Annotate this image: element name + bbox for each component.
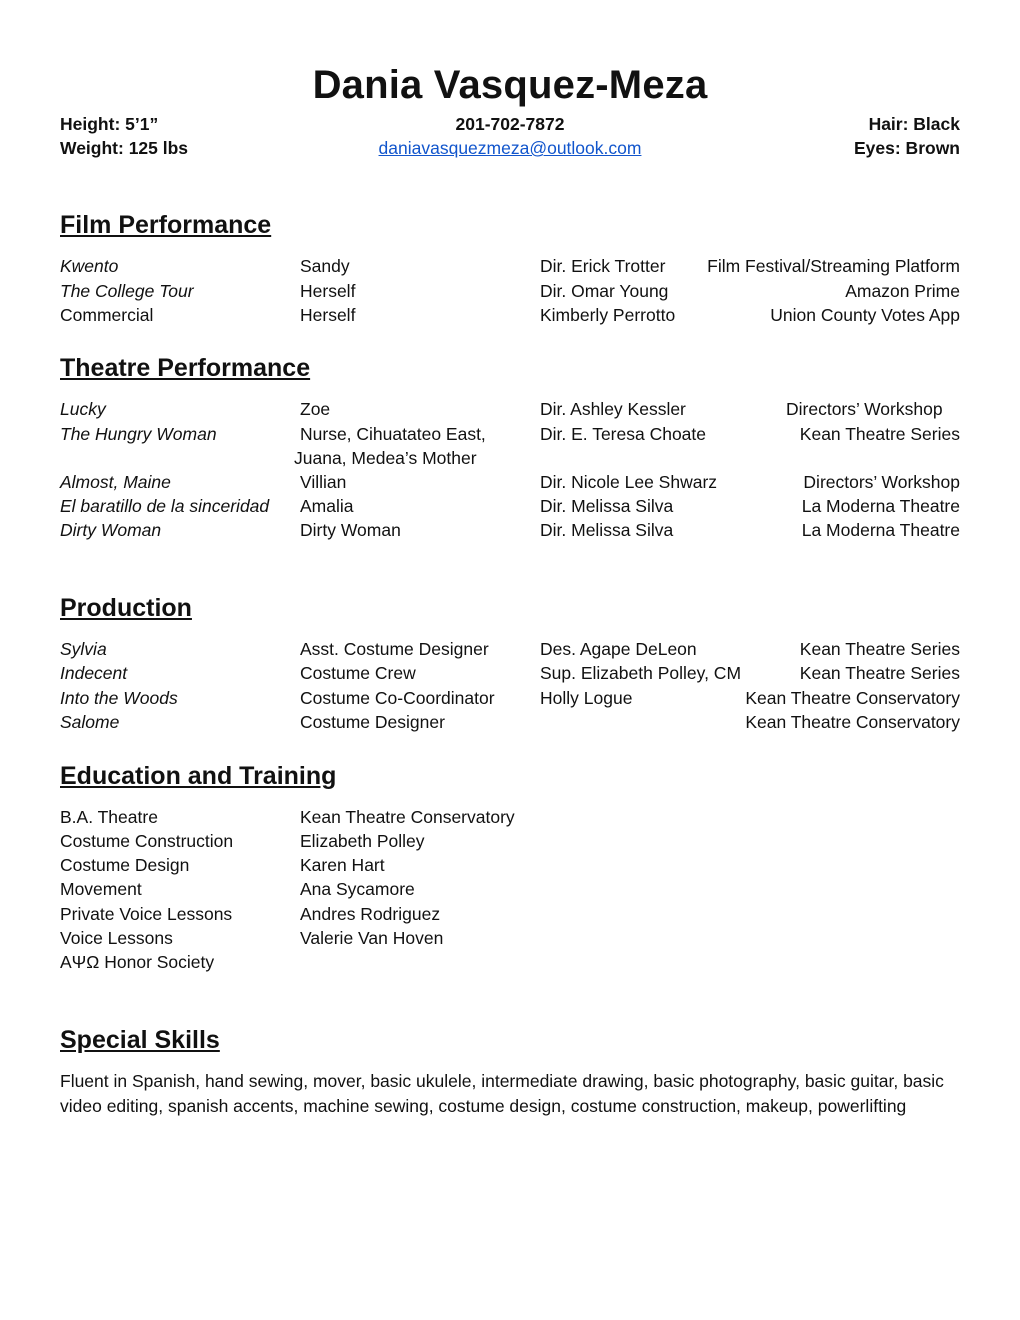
- production-title: Into the Woods: [60, 688, 178, 708]
- film-director: Dir. Erick Trotter: [540, 256, 666, 276]
- film-venue: Amazon Prime: [845, 281, 960, 301]
- education-subject: Costume Design: [60, 855, 190, 875]
- production-supervisor: Sup. Elizabeth Polley, CM: [540, 663, 742, 683]
- production-role: Asst. Costume Designer: [300, 639, 489, 659]
- education-teacher: Valerie Van Hoven: [300, 928, 444, 948]
- theatre-title: Almost, Maine: [60, 472, 171, 492]
- education-subject: Costume Construction: [60, 831, 234, 851]
- film-director: Dir. Omar Young: [540, 281, 669, 301]
- production-title: Sylvia: [60, 639, 107, 659]
- theatre-venue: Directors’ Workshop: [803, 472, 960, 492]
- production-title: Indecent: [60, 663, 128, 683]
- production-role: Costume Co-Coordinator: [300, 688, 495, 708]
- education-subject: Voice Lessons: [60, 928, 173, 948]
- production-venue: Kean Theatre Series: [799, 639, 960, 659]
- theatre-role: Nurse, Cihuatateo East,: [300, 424, 486, 444]
- theatre-role: Zoe: [300, 399, 331, 419]
- education-subject: ΑΨΩ Honor Society: [60, 952, 215, 972]
- production-supervisor: Des. Agape DeLeon: [540, 639, 697, 659]
- education-teacher: Elizabeth Polley: [300, 831, 425, 851]
- theatre-role: Villian: [300, 472, 347, 492]
- production-venue: Kean Theatre Conservatory: [745, 688, 960, 708]
- production-title: Salome: [60, 712, 120, 732]
- film-title: Commercial: [60, 305, 154, 325]
- hair-stat: Hair: Black: [868, 114, 960, 134]
- theatre-title: El baratillo de la sinceridad: [60, 496, 270, 516]
- education-subject: B.A. Theatre: [60, 807, 158, 827]
- film-title: Kwento: [60, 256, 119, 276]
- education-heading: Education and Training: [60, 762, 337, 790]
- theatre-director: Dir. Ashley Kessler: [540, 399, 686, 419]
- skills-heading: Special Skills: [60, 1026, 220, 1054]
- theatre-role: Amalia: [300, 496, 354, 516]
- production-role: Costume Crew: [300, 663, 416, 683]
- film-director: Kimberly Perrotto: [540, 305, 676, 325]
- theatre-venue: Kean Theatre Series: [799, 424, 960, 444]
- film-venue: Film Festival/Streaming Platform: [707, 256, 960, 276]
- theatre-heading: Theatre Performance: [60, 354, 311, 382]
- production-role: Costume Designer: [300, 712, 445, 732]
- education-teacher: Kean Theatre Conservatory: [300, 807, 515, 827]
- phone-number: 201-702-7872: [455, 114, 565, 134]
- weight-stat: Weight: 125 lbs: [60, 138, 189, 158]
- production-heading: Production: [60, 594, 192, 622]
- theatre-title: Dirty Woman: [60, 520, 162, 540]
- education-teacher: Ana Sycamore: [300, 879, 415, 899]
- theatre-role-continued: Juana, Medea’s Mother: [294, 448, 477, 468]
- theatre-director: Dir. E. Teresa Choate: [540, 424, 707, 444]
- theatre-director: Dir. Nicole Lee Shwarz: [540, 472, 718, 492]
- email-link[interactable]: daniavasquezmeza@outlook.com: [378, 138, 642, 158]
- theatre-title: The Hungry Woman: [60, 424, 217, 444]
- film-role: Herself: [300, 305, 356, 325]
- production-supervisor: Holly Logue: [540, 688, 633, 708]
- theatre-role: Dirty Woman: [300, 520, 401, 540]
- film-role: Sandy: [300, 256, 350, 276]
- education-teacher: Karen Hart: [300, 855, 385, 875]
- film-heading: Film Performance: [60, 211, 272, 239]
- education-teacher: Andres Rodriguez: [300, 904, 441, 924]
- education-subject: Movement: [60, 879, 142, 899]
- theatre-director: Dir. Melissa Silva: [540, 520, 674, 540]
- theatre-venue: Directors’ Workshop: [786, 399, 943, 419]
- theatre-title: Lucky: [60, 399, 106, 419]
- theatre-director: Dir. Melissa Silva: [540, 496, 674, 516]
- theatre-venue: La Moderna Theatre: [801, 496, 960, 516]
- production-venue: Kean Theatre Conservatory: [745, 712, 960, 732]
- skills-text: Fluent in Spanish, hand sewing, mover, basic ukulele, intermediate drawing, basic photography, basic guitar, basic video editing, spanish accents, machine sewing, costume design, costume construction, makeup, powerlifting: [60, 1071, 944, 1116]
- eyes-stat: Eyes: Brown: [854, 138, 960, 158]
- height-stat: Height: 5’1”: [60, 114, 159, 134]
- education-subject: Private Voice Lessons: [60, 904, 233, 924]
- film-role: Herself: [300, 281, 356, 301]
- performer-name: Dania Vasquez-Meza: [312, 63, 708, 107]
- film-venue: Union County Votes App: [770, 305, 960, 325]
- film-title: The College Tour: [60, 281, 194, 301]
- production-venue: Kean Theatre Series: [799, 663, 960, 683]
- theatre-venue: La Moderna Theatre: [801, 520, 960, 540]
